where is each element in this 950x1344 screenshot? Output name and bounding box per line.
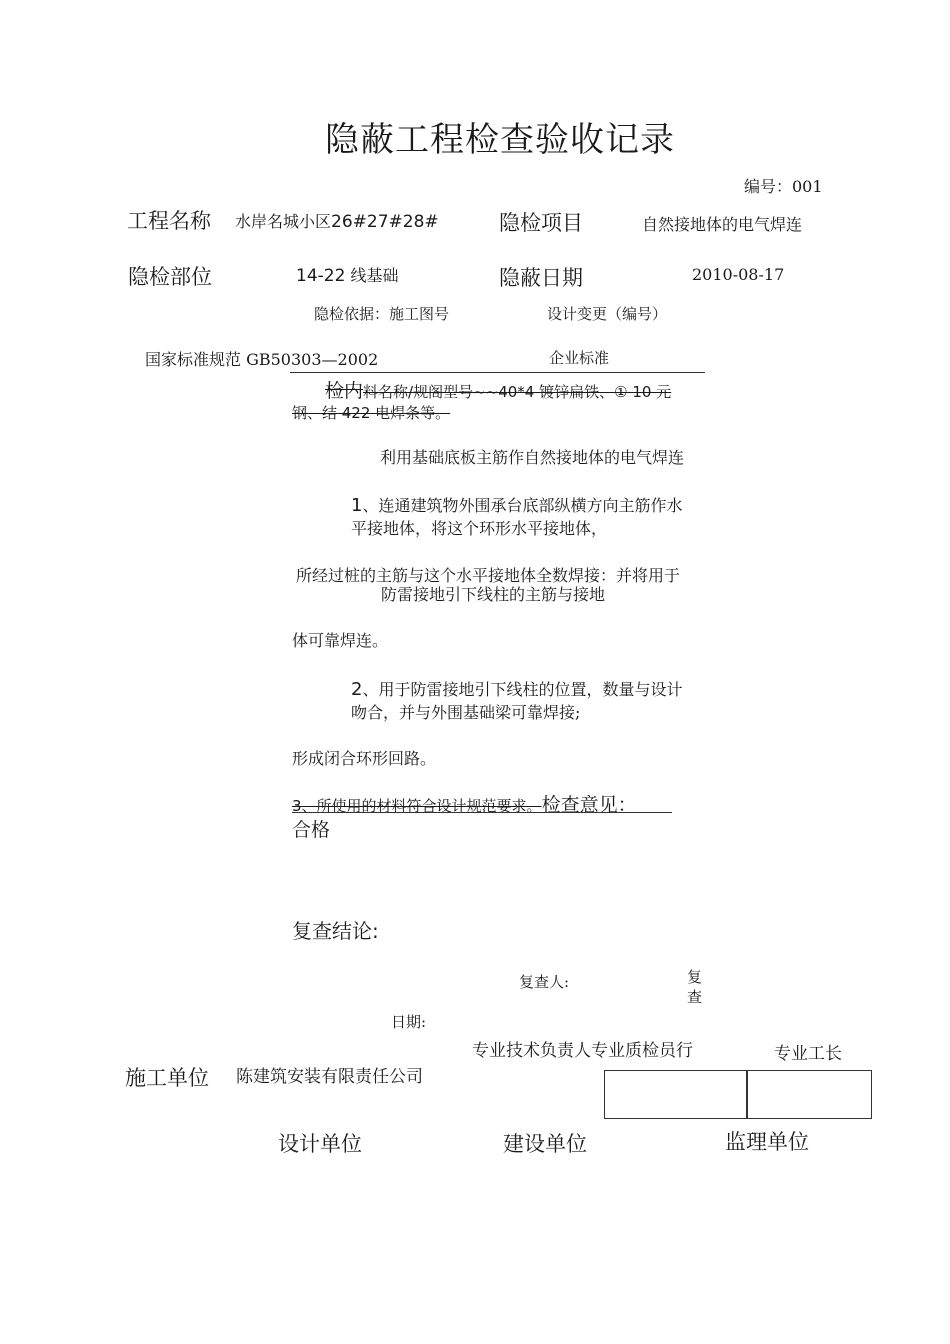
project-name-value-num: 26#27#28# — [331, 212, 439, 232]
project-name-label: 工程名称 — [127, 209, 211, 233]
enterprise-standard: 企业标准 — [549, 349, 610, 367]
signature-box-2[interactable] — [746, 1070, 872, 1119]
materials-line-2: 钢、结 422 电焊条等。 — [292, 404, 451, 422]
item1-number: 1 — [351, 495, 363, 516]
item2-line2: 吻合，并与外围基础梁可靠焊接; — [351, 703, 581, 722]
materials-spec: 料名称/规阁型号~~40*4 镀锌扁铁、① 10 元 — [363, 383, 672, 401]
hide-date-value: 2010-08-17 — [692, 265, 785, 284]
inspect-item-value: 自然接地体的电气焊连 — [642, 215, 803, 234]
review-conclusion-label: 复查结论: — [292, 919, 379, 943]
item1-line3: 所经过桩的主筋与这个水平接地体全数焊接：并将用于 — [296, 566, 681, 585]
item2-number: 2 — [351, 679, 363, 700]
construction-unit-label: 施工单位 — [125, 1066, 209, 1090]
signature-box-1[interactable] — [604, 1070, 748, 1119]
construction-unit-value: 陈建筑安装有限责任公司 — [236, 1067, 423, 1087]
item3-text: 3、所使用的材料符合设计规范 — [292, 797, 497, 815]
item3-tail: 要求。 — [496, 797, 542, 815]
item1-line1 — [351, 493, 682, 516]
review-vertical-1: 复 — [687, 968, 703, 986]
supervision-unit-label: 监理单位 — [725, 1130, 809, 1154]
document-title: 隐蔽工程检查验收记录 — [325, 120, 675, 160]
review-vertical-2: 查 — [687, 988, 703, 1006]
item1-line4: 防雷接地引下线柱的主筋与接地 — [381, 585, 606, 604]
materials-line-1 — [325, 376, 671, 403]
inspect-part-value — [296, 263, 399, 286]
item1-line2: 平接地体，将这个环形水平接地体， — [351, 519, 608, 538]
reviewer-label: 复查人: — [519, 973, 570, 991]
project-name-value — [235, 209, 439, 232]
inspection-content-label: 检内 — [325, 380, 364, 402]
item2-text-1: 、用于防雷接地引下线柱的位置，数量与设计 — [362, 680, 683, 699]
item1-line5: 体可靠焊连。 — [292, 631, 389, 650]
build-unit-label: 建设单位 — [503, 1132, 587, 1156]
item1-text-1: 、连通建筑物外围承台底部纵横方向主筋作水 — [362, 496, 683, 515]
national-standard: 国家标准规范 GB50303—2002 — [145, 350, 379, 369]
roles-label: 专业技术负责人专业质检员行 — [472, 1041, 693, 1061]
divider-line — [290, 372, 705, 373]
opinion-underline — [292, 812, 672, 813]
opinion-value: 合格 — [292, 819, 331, 841]
opinion-label: 检查意见： — [541, 794, 637, 816]
project-name-value-cn: 水岸名城小区 — [235, 212, 332, 231]
item2-line3: 形成闭合环形回路。 — [292, 749, 437, 768]
basis-label: 隐检依据：施工图号 — [314, 305, 450, 323]
foreman-label: 专业工长 — [774, 1044, 842, 1064]
review-date-label: 日期: — [391, 1013, 427, 1031]
document-number: 编号：001 — [744, 177, 823, 196]
inspect-part-value-num: 14-22 — [296, 266, 346, 286]
inspect-part-value-cn: 线基础 — [350, 266, 399, 285]
design-change-label: 设计变更（编号） — [547, 305, 668, 323]
inspect-item-label: 隐检项目 — [499, 211, 583, 235]
design-unit-label: 设计单位 — [278, 1132, 362, 1156]
hide-date-label: 隐蔽日期 — [499, 266, 583, 290]
item2-line1 — [351, 677, 682, 700]
content-intro: 利用基础底板主筋作自然接地体的电气焊连 — [380, 448, 685, 467]
inspect-part-label: 隐检部位 — [128, 265, 212, 289]
